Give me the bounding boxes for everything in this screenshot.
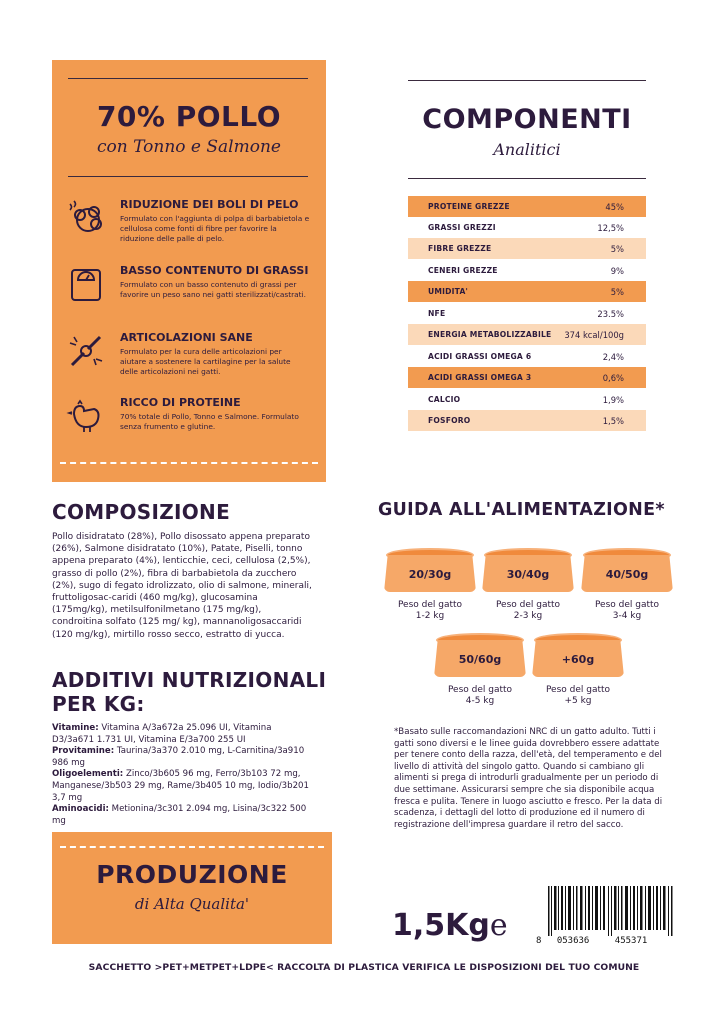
divider-line [68,78,308,79]
benefit-text: Formulato con l'aggiunta di polpa di barbabietola e cellulosa come fonti di fibre per favorire la riduzione delle palle di pelo. [120,214,310,243]
additive-entry [52,804,314,827]
row-value: 1,5% [602,416,624,426]
bowl-caption [478,600,578,622]
food-bowl [384,548,476,592]
benefit-text: Formulato per la cura delle articolazioni per aiutare a sostenere la cartilagine per la salute delle articolazioni nei gatti. [120,347,291,376]
additive-text: Zinco/3b605 96 mg, Ferro/3b103 72 mg, Manganese/3b503 29 mg, Rame/3b405 10 mg, Iodio/3b201 3,7 mg [52,769,309,803]
components-title: COMPONENTI [422,104,632,135]
caption-line: Peso del gatto [594,600,660,610]
food-bowl [532,633,624,677]
food-bowl [434,633,526,677]
caption-line: 2-3 kg [513,611,543,621]
benefit-title: ARTICOLAZIONI SANE [120,331,253,344]
row-value: 9% [610,266,624,276]
row-value: 5% [610,287,624,297]
additive-label: Oligoelementi: [52,769,124,780]
row-value: 5% [610,244,624,254]
row-key: GRASSI GREZZI [428,223,496,232]
barcode-group: 455371 [614,936,648,946]
additives-title-line: PER KG: [52,692,145,716]
row-key: FOSFORO [428,416,471,425]
production-title: PRODUZIONE [96,860,288,889]
row-key: NFE [428,309,446,318]
recycling-footer: SACCHETTO >PET+METPET+LDPE< RACCOLTA DI PLASTICA VERIFICA LE DISPOSIZIONI DEL TUO COMUNE [88,962,640,973]
table-row [408,389,646,410]
weight-value: 1,5Kg [392,908,490,943]
additives-title [52,668,326,716]
caption-line: Peso del gatto [545,685,611,695]
row-key: CALCIO [428,395,461,404]
composition-text: Pollo disidratato (28%), Pollo disossato appena preparato (26%), Salmone disidratato (10%), Patate, Piselli, tonno appena preparato (4%), lenticchie, ceci, cellulosa (2,5%), grasso di pollo (2%), fibra di barbabietola da zucchero (2%), sugo di fegato idrolizzato, olio di salmone, minerali, fruttoligosac-caridi (460 mg/kg), glucosamina (175mg/kg), metilsulfonilmetano (175 mg/kg), condroitina solfato (125 mg/ kg), mannanoligosaccaridi (120 mg/kg), mirtillo rosso secco, estratto di yucca. [52,532,312,640]
bowl-amount: 50/60g [458,653,502,666]
product-subtitle: con Tonno e Salmone [97,137,281,157]
divider-line [408,80,646,81]
bowl-caption [380,600,480,622]
additive-label: Provitamine: [52,746,115,757]
estimated-sign-icon: e [489,908,508,943]
caption-line: Peso del gatto [495,600,561,610]
table-row [408,196,646,217]
table-row [408,238,646,259]
caption-line: +5 kg [564,696,592,706]
caption-line: 3-4 kg [612,611,642,621]
barcode-lead: 8 [536,936,542,946]
bowl-caption [430,685,530,707]
benefit-text: Formulato con un basso contenuto di grassi per favorire un peso sano nei gatti sterilizzati/castrati. [120,280,306,299]
row-value: 1,9% [602,395,624,405]
composition-title: COMPOSIZIONE [52,500,231,524]
table-row [408,217,646,238]
additive-text: Metionina/3c301 2.094 mg, Lisina/3c322 500 mg [52,804,307,826]
row-value: 23.5% [597,309,624,319]
row-key: PROTEINE GREZZE [428,202,510,211]
row-key: UMIDITA' [428,287,469,296]
feeding-note: *Basato sulle raccomandazioni NRC di un gatto adulto. Tutti i gatti sono diversi e le linee guida dovrebbero essere adattate per tenere conto della razza, dell'età, del temperamento e del livello di attività del singolo gatto. Quando si cambiano gli alimenti si prega di introdurli gradualmente per un periodo di due settimane. Assicurarsi sempre che sia disponibile acqua fresca e pulita. Tenere in luogo asciutto e fresco. Per la data di scadenza, i dettagli del lotto di produzione ed il numero di registrazione dell'impresa guardare il retro del sacco. [394,727,663,830]
benefit-title: RICCO DI PROTEINE [120,396,241,409]
row-value: 12,5% [597,223,624,233]
row-value: 0,6% [602,373,624,383]
benefit-text: 70% totale di Pollo, Tonno e Salmone. Formulato senza frumento e glutine. [120,412,299,431]
production-subtitle: di Alta Qualita' [134,895,250,913]
additive-text: Vitamina A/3a672a 25.096 UI, Vitamina D3/3a671 1.731 UI, Vitamina E/3a700 255 UI [52,723,272,745]
table-row [408,346,646,367]
additive-entry [52,746,314,769]
table-row [408,410,646,431]
additive-entry [52,723,314,746]
benefit-title: BASSO CONTENUTO DI GRASSI [120,264,309,277]
components-subtitle: Analitici [493,140,561,159]
table-row [408,367,646,388]
scale-icon [66,264,106,304]
product-title: 70% POLLO [96,100,282,133]
row-value: 374 kcal/100g [564,330,624,340]
additives-list [52,723,314,827]
bowl-amount: +60g [561,653,595,666]
row-value: 45% [605,202,624,212]
additive-label: Vitamine: [52,723,99,733]
joint-icon [66,331,106,371]
additive-text: Taurina/3a370 2.010 mg, L-Carnitina/3a910 986 mg [52,746,305,768]
bowl-amount: 20/30g [408,568,452,581]
barcode-group: 053636 [556,936,590,946]
divider-line [408,178,646,179]
row-value: 2,4% [602,352,624,362]
caption-line: Peso del gatto [397,600,463,610]
food-bowl [581,548,673,592]
benefit-title: RIDUZIONE DEI BOLI DI PELO [120,198,299,211]
table-row [408,324,646,345]
bowl-amount: 40/50g [605,568,649,581]
bowl-caption [577,600,677,622]
dashed-divider [60,846,324,848]
table-row [408,303,646,324]
additives-title-line: ADDITIVI NUTRIZIONALI [52,668,327,692]
bowl-amount: 30/40g [506,568,550,581]
table-row [408,281,646,302]
barcode-number [536,936,686,946]
dashed-divider [60,462,318,464]
row-key: FIBRE GREZZE [428,244,492,253]
row-key: ENERGIA METABOLIZZABILE [428,330,552,339]
divider-line [68,176,308,177]
row-key: ACIDI GRASSI OMEGA 6 [428,352,532,361]
table-row [408,260,646,281]
additive-entry [52,769,314,804]
row-key: CENERI GREZZE [428,266,498,275]
chicken-icon [66,396,106,436]
hairball-icon [66,198,106,238]
bowl-caption [528,685,628,707]
row-key: ACIDI GRASSI OMEGA 3 [428,373,532,382]
caption-line: 4-5 kg [465,696,495,706]
additive-label: Aminoacidi: [52,804,109,815]
caption-line: 1-2 kg [415,611,445,621]
caption-line: Peso del gatto [447,685,513,695]
feeding-title: GUIDA ALL'ALIMENTAZIONE* [378,500,665,520]
net-weight [392,908,508,943]
food-bowl [482,548,574,592]
